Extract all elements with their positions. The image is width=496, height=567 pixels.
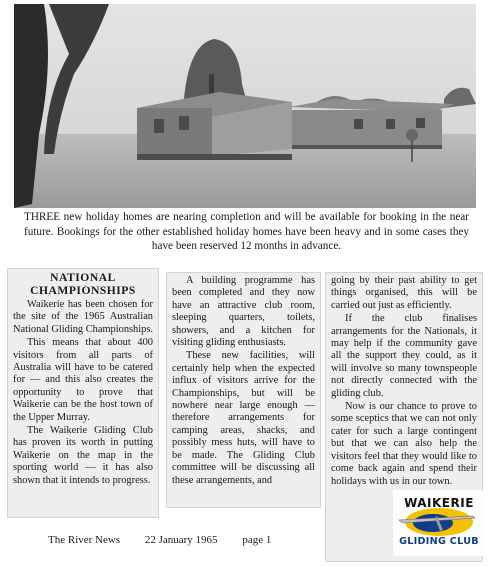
paragraph: The Waikerie Gliding Club has proven its worth in putting Waikerie on the map in the sporting world — it has also shown that it intends to progress.	[13, 425, 153, 486]
logo-title: WAIKERIE	[404, 496, 474, 510]
source-citation	[48, 534, 293, 546]
photo-caption: THREE new holiday homes are nearing completion and will be available for booking in the near future. Bookings for the other established holiday homes have been heavy and in some cases they have been reserved 12 months in advance.	[24, 211, 469, 252]
waikerie-gliding-club-logo	[393, 490, 485, 556]
paragraph: This means that about 400 visitors from all parts of Australia will have to be catered for — and this also creates the opportunity to prove that Waikerie can be the host town of the Upper Murray.	[13, 337, 153, 423]
page-number: page 1	[242, 534, 272, 546]
article-column-2	[166, 272, 321, 508]
publication-date: 22 January 1965	[144, 534, 218, 546]
article-column-1	[7, 268, 159, 518]
article-heading: NATIONAL CHAMPIONSHIPS	[30, 271, 136, 297]
paragraph: Now is our chance to prove to some sceptics that we can not only cater for such a large contingent but that we can also help the visitors feel that they would like to come back again and spend their holidays with us in our town.	[331, 401, 477, 487]
paragraph: If the club finalises arrangements for the Nationals, it may help if the community gave all the support they could, as it will involve so many townspeople not directly connected with the gliding club.	[331, 313, 477, 399]
newspaper-name: The River News	[48, 534, 121, 546]
paragraph: A building programme has been completed and they now have an attractive club room, sleeping quarters, toilets, showers, and a kitchen for visiting gliding enthusiasts.	[172, 275, 315, 349]
paragraph: Waikerie has been chosen for the site of the 1965 Australian National Gliding Championships.	[13, 299, 153, 335]
logo-subtitle: GLIDING CLUB	[399, 536, 479, 547]
holiday-homes-photo	[14, 4, 476, 208]
paragraph: going by their past ability to get things organised, this will be carried out just as efficiently.	[331, 275, 477, 311]
paragraph: These new facilities, will certainly help when the expected influx of visitors arrive for the Championships, but will be nowhere near large enough — therefore arrangements for camping areas, shacks, and possibly mess huts, will have to be made. The Gliding Club committee will be discussing all these arrangements, and	[172, 350, 315, 486]
